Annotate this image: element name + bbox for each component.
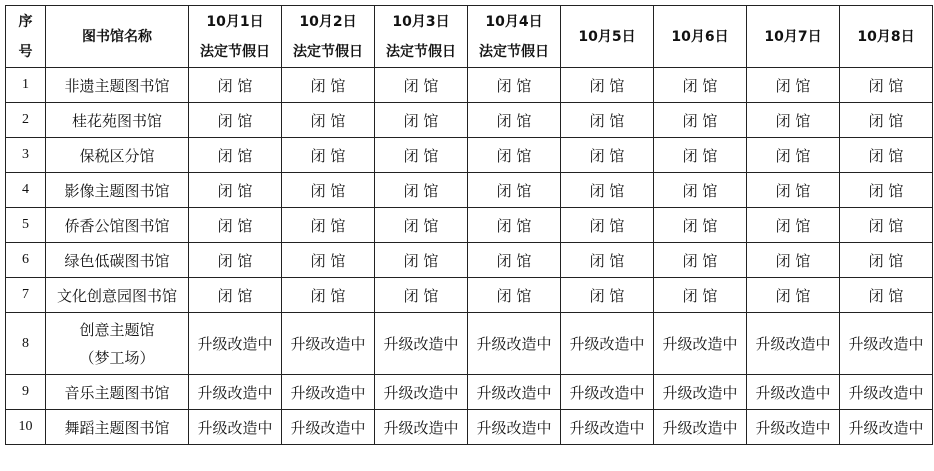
library-name: 音乐主题图书馆 <box>64 383 170 402</box>
status-cell <box>747 208 840 243</box>
status-cell <box>561 173 654 208</box>
status-text: 闭 馆 <box>496 286 532 305</box>
status-text: 闭 馆 <box>403 111 439 130</box>
status-cell <box>189 138 282 173</box>
status-text: 闭 馆 <box>589 111 625 130</box>
status-cell <box>282 68 375 103</box>
status-cell <box>468 375 561 410</box>
table-row <box>6 138 933 173</box>
status-cell <box>189 173 282 208</box>
status-cell <box>189 243 282 278</box>
table-body <box>6 68 933 445</box>
row-number: 10 <box>6 410 46 445</box>
status-cell <box>654 138 747 173</box>
status-text: 闭 馆 <box>217 111 253 130</box>
header-day-1: 10月1日 法定节假日 <box>189 6 282 68</box>
library-name: 绿色低碳图书馆 <box>64 251 170 270</box>
status-cell <box>747 138 840 173</box>
status-text: 闭 馆 <box>310 286 346 305</box>
status-cell <box>375 68 468 103</box>
status-text: 升级改造中 <box>755 383 831 402</box>
library-name-cell <box>46 68 189 103</box>
status-cell <box>654 243 747 278</box>
status-cell <box>747 103 840 138</box>
status-text: 闭 馆 <box>496 181 532 200</box>
status-cell <box>654 278 747 313</box>
header-day-4: 10月4日 法定节假日 <box>468 6 561 68</box>
status-cell <box>747 410 840 445</box>
status-text: 闭 馆 <box>217 181 253 200</box>
status-cell <box>468 138 561 173</box>
status-cell <box>468 313 561 375</box>
library-name: 侨香公馆图书馆 <box>64 216 170 235</box>
status-cell <box>654 103 747 138</box>
header-day-2: 10月2日 法定节假日 <box>282 6 375 68</box>
status-text: 闭 馆 <box>403 251 439 270</box>
status-cell <box>189 278 282 313</box>
status-cell <box>375 173 468 208</box>
library-name-cell <box>46 410 189 445</box>
status-cell <box>747 278 840 313</box>
header-day-7: 10月7日 <box>747 6 840 68</box>
status-text: 闭 馆 <box>682 76 718 95</box>
status-text: 升级改造中 <box>290 383 366 402</box>
status-text: 闭 馆 <box>775 216 811 235</box>
library-name-cell <box>46 375 189 410</box>
library-name: 影像主题图书馆 <box>64 181 170 200</box>
status-text: 闭 馆 <box>868 111 904 130</box>
status-cell <box>375 208 468 243</box>
status-text: 闭 馆 <box>682 251 718 270</box>
table-row <box>6 410 933 445</box>
status-cell <box>468 173 561 208</box>
library-name: （梦工场） <box>79 348 155 367</box>
library-name-cell <box>46 243 189 278</box>
status-text: 闭 馆 <box>682 111 718 130</box>
status-text: 升级改造中 <box>197 383 273 402</box>
library-name: 非遗主题图书馆 <box>64 76 170 95</box>
status-cell <box>375 103 468 138</box>
status-text: 升级改造中 <box>755 335 831 353</box>
header-day-5: 10月5日 <box>561 6 654 68</box>
library-name: 创意主题馆 <box>79 320 155 339</box>
table-row <box>6 243 933 278</box>
status-text: 闭 馆 <box>775 146 811 165</box>
status-cell <box>468 410 561 445</box>
status-text: 闭 馆 <box>775 251 811 270</box>
status-cell <box>561 68 654 103</box>
status-text: 闭 馆 <box>310 76 346 95</box>
header-day-3: 10月3日 法定节假日 <box>375 6 468 68</box>
row-number: 2 <box>6 103 46 138</box>
status-cell <box>840 313 933 375</box>
library-name: 保税区分馆 <box>79 146 155 165</box>
status-cell <box>282 208 375 243</box>
status-cell <box>840 208 933 243</box>
status-text: 升级改造中 <box>290 335 366 353</box>
status-cell <box>282 243 375 278</box>
status-cell <box>747 68 840 103</box>
status-cell <box>468 103 561 138</box>
status-text: 升级改造中 <box>662 335 738 353</box>
status-text: 闭 馆 <box>403 216 439 235</box>
status-cell <box>654 68 747 103</box>
status-text: 闭 馆 <box>403 181 439 200</box>
status-text: 闭 馆 <box>589 181 625 200</box>
status-text: 闭 馆 <box>682 181 718 200</box>
status-cell <box>375 313 468 375</box>
status-cell <box>375 375 468 410</box>
library-name: 文化创意园图书馆 <box>56 286 177 305</box>
status-cell <box>840 375 933 410</box>
status-cell <box>747 375 840 410</box>
status-text: 闭 馆 <box>589 251 625 270</box>
status-text: 闭 馆 <box>310 251 346 270</box>
status-cell <box>282 410 375 445</box>
status-text: 闭 馆 <box>310 181 346 200</box>
status-cell <box>561 375 654 410</box>
status-cell <box>468 243 561 278</box>
status-cell <box>282 313 375 375</box>
status-text: 升级改造中 <box>848 383 924 402</box>
status-text: 闭 馆 <box>496 76 532 95</box>
table-row <box>6 208 933 243</box>
status-cell <box>375 138 468 173</box>
row-number: 5 <box>6 208 46 243</box>
library-name-cell <box>46 313 189 375</box>
status-text: 闭 馆 <box>403 76 439 95</box>
status-cell <box>468 208 561 243</box>
status-text: 闭 馆 <box>310 216 346 235</box>
status-cell <box>840 138 933 173</box>
status-text: 闭 馆 <box>775 181 811 200</box>
status-text: 闭 馆 <box>310 111 346 130</box>
status-text: 闭 馆 <box>310 146 346 165</box>
status-text: 闭 馆 <box>589 146 625 165</box>
status-cell <box>747 243 840 278</box>
status-text: 升级改造中 <box>662 383 738 402</box>
status-text: 升级改造中 <box>569 335 645 353</box>
table-row <box>6 103 933 138</box>
status-text: 升级改造中 <box>383 335 459 353</box>
status-cell <box>654 375 747 410</box>
header-day-8: 10月8日 <box>840 6 933 68</box>
library-name-cell <box>46 208 189 243</box>
status-cell <box>189 313 282 375</box>
library-name-cell <box>46 278 189 313</box>
status-cell <box>189 410 282 445</box>
status-text: 闭 馆 <box>868 76 904 95</box>
status-text: 闭 馆 <box>775 111 811 130</box>
status-cell <box>561 138 654 173</box>
status-text: 升级改造中 <box>662 418 738 437</box>
status-text: 闭 馆 <box>403 146 439 165</box>
status-text: 闭 馆 <box>682 216 718 235</box>
row-number: 1 <box>6 68 46 103</box>
status-text: 闭 馆 <box>496 251 532 270</box>
library-name-cell <box>46 173 189 208</box>
table-row <box>6 313 933 375</box>
status-text: 闭 馆 <box>589 286 625 305</box>
status-text: 升级改造中 <box>476 335 552 353</box>
status-text: 闭 馆 <box>589 216 625 235</box>
status-cell <box>840 410 933 445</box>
library-name-cell <box>46 138 189 173</box>
status-cell <box>282 375 375 410</box>
row-number: 3 <box>6 138 46 173</box>
status-cell <box>468 278 561 313</box>
library-name: 舞蹈主题图书馆 <box>64 418 170 437</box>
status-cell <box>561 410 654 445</box>
status-cell <box>561 243 654 278</box>
status-cell <box>189 208 282 243</box>
library-schedule-table <box>5 5 933 445</box>
status-cell <box>282 138 375 173</box>
status-cell <box>840 173 933 208</box>
status-text: 闭 馆 <box>217 286 253 305</box>
status-text: 闭 馆 <box>775 76 811 95</box>
header-row <box>6 6 933 68</box>
status-text: 升级改造中 <box>476 383 552 402</box>
status-text: 闭 馆 <box>496 146 532 165</box>
library-name: 桂花苑图书馆 <box>71 111 162 130</box>
status-cell <box>561 313 654 375</box>
row-number: 8 <box>6 313 46 375</box>
status-cell <box>747 173 840 208</box>
status-text: 闭 馆 <box>217 76 253 95</box>
status-cell <box>561 278 654 313</box>
status-text: 闭 馆 <box>496 111 532 130</box>
status-cell <box>654 410 747 445</box>
header-library-name: 图书馆名称 <box>46 6 189 68</box>
status-text: 升级改造中 <box>755 418 831 437</box>
status-text: 闭 馆 <box>217 146 253 165</box>
header-day-6: 10月6日 <box>654 6 747 68</box>
status-cell <box>840 278 933 313</box>
status-text: 闭 馆 <box>868 251 904 270</box>
status-text: 闭 馆 <box>682 146 718 165</box>
status-cell <box>468 68 561 103</box>
status-text: 闭 馆 <box>217 251 253 270</box>
row-number: 7 <box>6 278 46 313</box>
status-cell <box>189 375 282 410</box>
status-text: 闭 馆 <box>868 181 904 200</box>
status-cell <box>561 103 654 138</box>
status-text: 闭 馆 <box>403 286 439 305</box>
status-cell <box>840 103 933 138</box>
status-cell <box>282 103 375 138</box>
status-text: 闭 馆 <box>868 216 904 235</box>
status-cell <box>654 313 747 375</box>
status-text: 升级改造中 <box>569 418 645 437</box>
row-number: 4 <box>6 173 46 208</box>
status-cell <box>282 278 375 313</box>
status-cell <box>375 278 468 313</box>
status-text: 闭 馆 <box>682 286 718 305</box>
row-number: 9 <box>6 375 46 410</box>
status-text: 升级改造中 <box>290 418 366 437</box>
status-text: 升级改造中 <box>383 383 459 402</box>
status-cell <box>189 103 282 138</box>
status-cell <box>840 243 933 278</box>
status-text: 升级改造中 <box>848 335 924 353</box>
table-row <box>6 375 933 410</box>
status-text: 升级改造中 <box>569 383 645 402</box>
status-text: 闭 馆 <box>868 146 904 165</box>
status-text: 升级改造中 <box>197 418 273 437</box>
status-cell <box>189 68 282 103</box>
table-row <box>6 173 933 208</box>
status-cell <box>561 208 654 243</box>
status-text: 闭 馆 <box>868 286 904 305</box>
status-cell <box>282 173 375 208</box>
library-name-cell <box>46 103 189 138</box>
status-text: 闭 馆 <box>775 286 811 305</box>
status-text: 闭 馆 <box>496 216 532 235</box>
status-cell <box>654 208 747 243</box>
status-cell <box>747 313 840 375</box>
status-cell <box>375 243 468 278</box>
status-text: 闭 馆 <box>589 76 625 95</box>
header-seq: 序 号 <box>6 6 46 68</box>
status-cell <box>840 68 933 103</box>
table-row <box>6 278 933 313</box>
table-row <box>6 68 933 103</box>
status-text: 升级改造中 <box>197 335 273 353</box>
status-text: 升级改造中 <box>848 418 924 437</box>
status-cell <box>654 173 747 208</box>
status-text: 升级改造中 <box>476 418 552 437</box>
status-text: 升级改造中 <box>383 418 459 437</box>
status-cell <box>375 410 468 445</box>
row-number: 6 <box>6 243 46 278</box>
status-text: 闭 馆 <box>217 216 253 235</box>
